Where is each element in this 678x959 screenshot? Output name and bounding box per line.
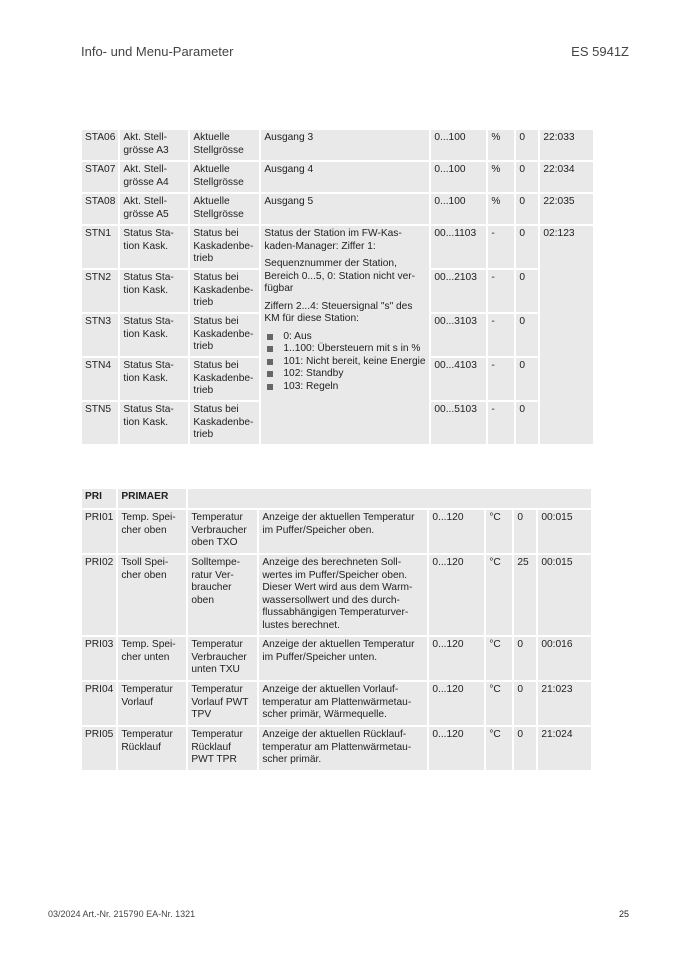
detail-paragraph: Sequenznummer der Station, Bereich 0...5, 0: Station nicht ver-fügbar [264,258,416,294]
param-code: STN4 [82,358,118,400]
param-name: Temp. Spei-cher oben [118,510,186,553]
param-unit: - [488,270,514,312]
param-address: 22:034 [540,162,593,192]
param-detail: Anzeige der aktuellen Temperatur im Puffer/Speicher oben. [259,510,427,553]
param-description: Status bei Kaskadenbe-trieb [190,358,259,400]
param-default: 0 [516,314,538,356]
param-range: 0...120 [429,727,484,770]
param-description: Temperatur Verbraucher unten TXU [188,637,257,680]
param-range: 00...5103 [431,402,486,444]
section-code: PRI [82,489,116,508]
param-code: STN2 [82,270,118,312]
param-range: 0...100 [431,162,486,192]
table-row [82,682,591,725]
param-description: Status bei Kaskadenbe-trieb [190,270,259,312]
table-row [82,226,593,268]
param-default: 0 [516,226,538,268]
param-address: 00:015 [538,555,591,635]
param-code: PRI02 [82,555,116,635]
param-range: 00...4103 [431,358,486,400]
param-description: Temperatur Rücklauf PWT TPR [188,727,257,770]
section-header-row [82,489,591,508]
param-description: Aktuelle Stellgrösse [190,130,259,160]
param-name: Akt. Stell-grösse A5 [120,194,188,224]
param-default: 0 [516,358,538,400]
param-address: 22:033 [540,130,593,160]
param-default: 0 [514,727,536,770]
param-code: STA07 [82,162,118,192]
param-description: Temperatur Verbraucher oben TXO [188,510,257,553]
list-item: 101: Nicht bereit, keine Energie [264,356,426,369]
param-default: 0 [514,637,536,680]
param-default: 0 [514,682,536,725]
param-description: Temperatur Vorlauf PWT TPV [188,682,257,725]
param-code: STN5 [82,402,118,444]
stn-status-detail [261,226,429,444]
footer-article-info: 03/2024 Art.-Nr. 215790 EA-Nr. 1321 [48,909,196,919]
param-unit: - [488,402,514,444]
param-name: Status Sta-tion Kask. [120,402,188,444]
param-name: Status Sta-tion Kask. [120,314,188,356]
param-default: 0 [514,510,536,553]
param-code: PRI03 [82,637,116,680]
param-unit: - [488,358,514,400]
param-range: 0...120 [429,637,484,680]
param-detail: Anzeige der aktuellen Rücklauf-temperatur am Plattenwärmetau-scher primär. [259,727,427,770]
list-item: 102: Standby [264,368,426,381]
param-address: 00:015 [538,510,591,553]
table-row [82,637,591,680]
param-description: Aktuelle Stellgrösse [190,162,259,192]
param-code: STA06 [82,130,118,160]
table-row [82,727,591,770]
param-code: PRI04 [82,682,116,725]
param-name: Temperatur Rücklauf [118,727,186,770]
table-row [82,130,593,160]
pri-parameter-table [80,487,593,772]
detail-paragraph: Ziffern 2...4: Steuersignal "s" des KM für diese Station: [264,300,413,324]
param-detail: Anzeige des berechneten Soll-wertes im Puffer/Speicher oben. Dieser Wert wird aus dem Warm-wassersollwert und des durch-flussabhängigen Temperaturver-lustes berechnet. [259,555,427,635]
param-name: Status Sta-tion Kask. [120,270,188,312]
param-default: 0 [516,402,538,444]
param-unit: - [488,314,514,356]
param-range: 00...3103 [431,314,486,356]
param-code: PRI01 [82,510,116,553]
param-name: Akt. Stell-grösse A3 [120,130,188,160]
param-name: Akt. Stell-grösse A4 [120,162,188,192]
param-name: Temp. Spei-cher unten [118,637,186,680]
param-address: 21:024 [538,727,591,770]
list-item: 103: Regeln [264,381,426,394]
param-code: PRI05 [82,727,116,770]
detail-paragraph: Status der Station im FW-Kas-kaden-Manager: Ziffer 1: [264,228,402,252]
param-range: 00...1103 [431,226,486,268]
section-name: PRIMAER [118,489,186,508]
param-name: Status Sta-tion Kask. [120,358,188,400]
list-item: 1..100: Übersteuern mit s in % [264,343,426,356]
param-detail: Anzeige der aktuellen Vorlauf-temperatur am Plattenwärmetau-scher primär, Wärmequelle. [259,682,427,725]
param-code: STN3 [82,314,118,356]
param-unit: °C [486,510,512,553]
param-description: Status bei Kaskadenbe-trieb [190,402,259,444]
signal-list [264,331,426,394]
param-range: 0...120 [429,555,484,635]
param-default: 0 [516,194,538,224]
header-title: Info- und Menu-Parameter [81,44,234,59]
param-description: Status bei Kaskadenbe-trieb [190,314,259,356]
param-range: 0...100 [431,130,486,160]
table-row [82,194,593,224]
param-address: 21:023 [538,682,591,725]
param-address: 22:035 [540,194,593,224]
table-row [82,510,591,553]
sta-parameter-table [80,128,595,446]
param-description: Solltempe-ratur Ver-braucher oben [188,555,257,635]
table-row [82,555,591,635]
param-range: 0...120 [429,682,484,725]
param-range: 0...100 [431,194,486,224]
param-range: 0...120 [429,510,484,553]
list-item: 0: Aus [264,331,426,344]
param-default: 0 [516,162,538,192]
param-description: Aktuelle Stellgrösse [190,194,259,224]
param-detail: Ausgang 5 [261,194,429,224]
param-unit: °C [486,555,512,635]
param-name: Tsoll Spei-cher oben [118,555,186,635]
param-default: 0 [516,130,538,160]
param-unit: % [488,194,514,224]
param-unit: °C [486,727,512,770]
param-name: Status Sta-tion Kask. [120,226,188,268]
param-unit: °C [486,637,512,680]
param-name: Temperatur Vorlauf [118,682,186,725]
table-row [82,162,593,192]
param-unit: % [488,130,514,160]
param-code: STN1 [82,226,118,268]
param-description: Status bei Kaskadenbe-trieb [190,226,259,268]
header-product: ES 5941Z [571,44,629,59]
param-default: 0 [516,270,538,312]
section-header-blank [188,489,591,508]
param-unit: % [488,162,514,192]
param-unit: °C [486,682,512,725]
param-default: 25 [514,555,536,635]
param-range: 00...2103 [431,270,486,312]
param-detail: Anzeige der aktuellen Temperatur im Puffer/Speicher unten. [259,637,427,680]
param-unit: - [488,226,514,268]
param-code: STA08 [82,194,118,224]
param-address: 00:016 [538,637,591,680]
param-address: 02:123 [540,226,593,444]
param-detail: Ausgang 4 [261,162,429,192]
page-number: 25 [618,909,629,919]
param-detail: Ausgang 3 [261,130,429,160]
